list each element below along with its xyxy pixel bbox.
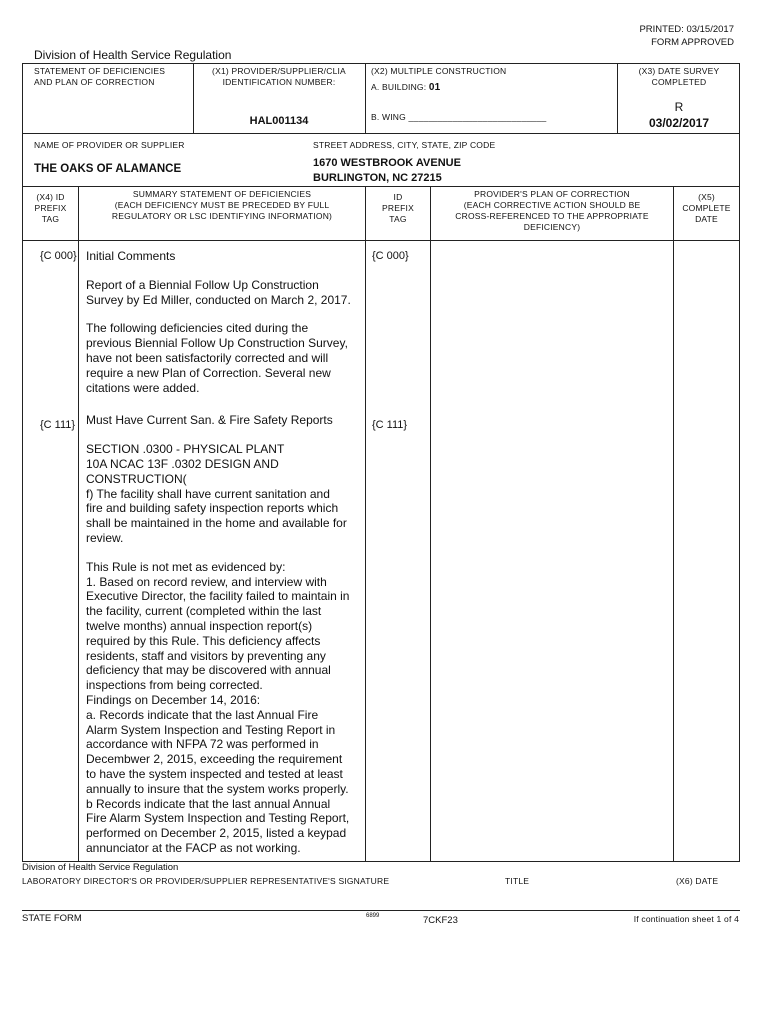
continuation-sheet: If continuation sheet 1 of 4: [633, 914, 739, 924]
col-divider-3: [430, 186, 431, 861]
id-header: ID PREFIX TAG: [382, 192, 414, 224]
left-border: [22, 63, 23, 861]
tag-c000-left: {C 000}: [40, 250, 77, 262]
header-divider-1: [193, 63, 194, 133]
x1-label: (X1) PROVIDER/SUPPLIER/CLIA IDENTIFICATION NUMBER:: [212, 66, 346, 87]
x3-date: 03/02/2017: [648, 116, 710, 130]
deficiency-text: [86, 249, 364, 870]
provider-name-label: NAME OF PROVIDER OR SUPPLIER: [34, 140, 185, 150]
column-header-bottom: [22, 240, 740, 241]
provider-bottom-border: [22, 186, 740, 187]
survey-intro: Report of a Biennial Follow Up Construction Survey by Ed Miller, conducted on March 2, 2017.: [86, 277, 351, 307]
signature-label: LABORATORY DIRECTOR'S OR PROVIDER/SUPPLIER REPRESENTATIVE'S SIGNATURE: [22, 876, 390, 886]
wing-field: B. WING ____________________________: [371, 112, 547, 122]
x3-label: (X3) DATE SURVEY COMPLETED: [638, 66, 720, 87]
footer-agency: Division of Health Service Regulation: [22, 862, 179, 873]
initial-comments: Initial Comments: [86, 249, 176, 263]
provider-name: THE OAKS OF ALAMANCE: [34, 163, 182, 175]
c111-title: Must Have Current San. & Fire Safety Reports: [86, 413, 333, 428]
x2-label: (X2) MULTIPLE CONSTRUCTION: [371, 66, 507, 76]
header-divider-2: [365, 63, 366, 133]
agency-title: Division of Health Service Regulation: [34, 48, 232, 62]
x4-header: (X4) ID PREFIX TAG: [34, 192, 67, 224]
tag-c111-left: {C 111}: [40, 419, 76, 431]
tag-c000-right: {C 000}: [372, 250, 409, 262]
x3-code: R: [674, 100, 684, 114]
header-divider-3: [617, 63, 618, 133]
col-divider-2: [365, 186, 366, 861]
building-field: A. BUILDING: 01: [371, 82, 441, 93]
col-divider-4: [673, 186, 674, 861]
statement-label: STATEMENT OF DEFICIENCIES AND PLAN OF CORRECTION: [34, 66, 166, 87]
x1-value: HAL001134: [249, 115, 309, 127]
form-approved: FORM APPROVED: [651, 37, 734, 48]
x6-date-label: (X6) DATE: [676, 876, 719, 886]
c111-rule: SECTION .0300 - PHYSICAL PLANT 10A NCAC 13F .0302 DESIGN AND CONSTRUCTION( f) The facility shall have current sanitation and fire and building safety inspection reports which shall be maintained in the home and available for review.: [86, 442, 347, 545]
right-border: [739, 63, 740, 861]
address-label: STREET ADDRESS, CITY, STATE, ZIP CODE: [313, 140, 496, 150]
uncorrected-note: The following deficiencies cited during the previous Biennial Follow Up Construction Survey, have not been satisfactorily corrected and will require a new Plan of Correction. Several new citations were added.: [86, 321, 348, 395]
plan-header: PROVIDER'S PLAN OF CORRECTION (EACH CORRECTIVE ACTION SHOULD BE CROSS-REFERENCED TO THE APPROPRIATE DEFICIENCY): [455, 189, 649, 232]
x5-header: (X5) COMPLETE DATE: [682, 192, 731, 224]
form-number: 6899: [366, 913, 380, 919]
signature-line: [22, 910, 740, 911]
event-id: 7CKF23: [423, 915, 458, 926]
col-divider-1: [78, 186, 79, 861]
state-form-label: STATE FORM: [22, 913, 82, 924]
c111-findings: This Rule is not met as evidenced by: 1. Based on record review, and interview with Executive Director, the facility failed to maintain in the facility, current (completed within the last twelve months) annual inspection report(s) required by this Rule. This deficiency affects residents, staff and visitors by preventing any deficiency that may be discovered with annual inspections from being corrected. Findings on December 14, 2016: a. Records indicate that the last Annual Fire Alarm System Inspection and Testing Report in accordance with NFPA 72 was performed in Decembwer 2, 2015, exceeding the requirement to have the system inspected and tested at least annually to insure that the system works properly. b Records indicate that the last annual Annual Fire Alarm System Inspection and Testing Report, performed on December 2, 2015, listed a keypad annunciator at the FACP as not working.: [86, 559, 350, 855]
title-label: TITLE: [505, 876, 530, 886]
tag-c111-right: {C 111}: [372, 419, 408, 431]
summary-header: SUMMARY STATEMENT OF DEFICIENCIES (EACH DEFICIENCY MUST BE PRECEDED BY FULL REGULATORY OR LSC IDENTIFYING INFORMATION): [111, 189, 333, 221]
top-border: [22, 63, 740, 64]
printed-date: PRINTED: 03/15/2017: [639, 24, 734, 35]
header-bottom-border: [22, 133, 740, 134]
provider-address: 1670 WESTBROOK AVENUE BURLINGTON, NC 27215: [313, 157, 461, 184]
